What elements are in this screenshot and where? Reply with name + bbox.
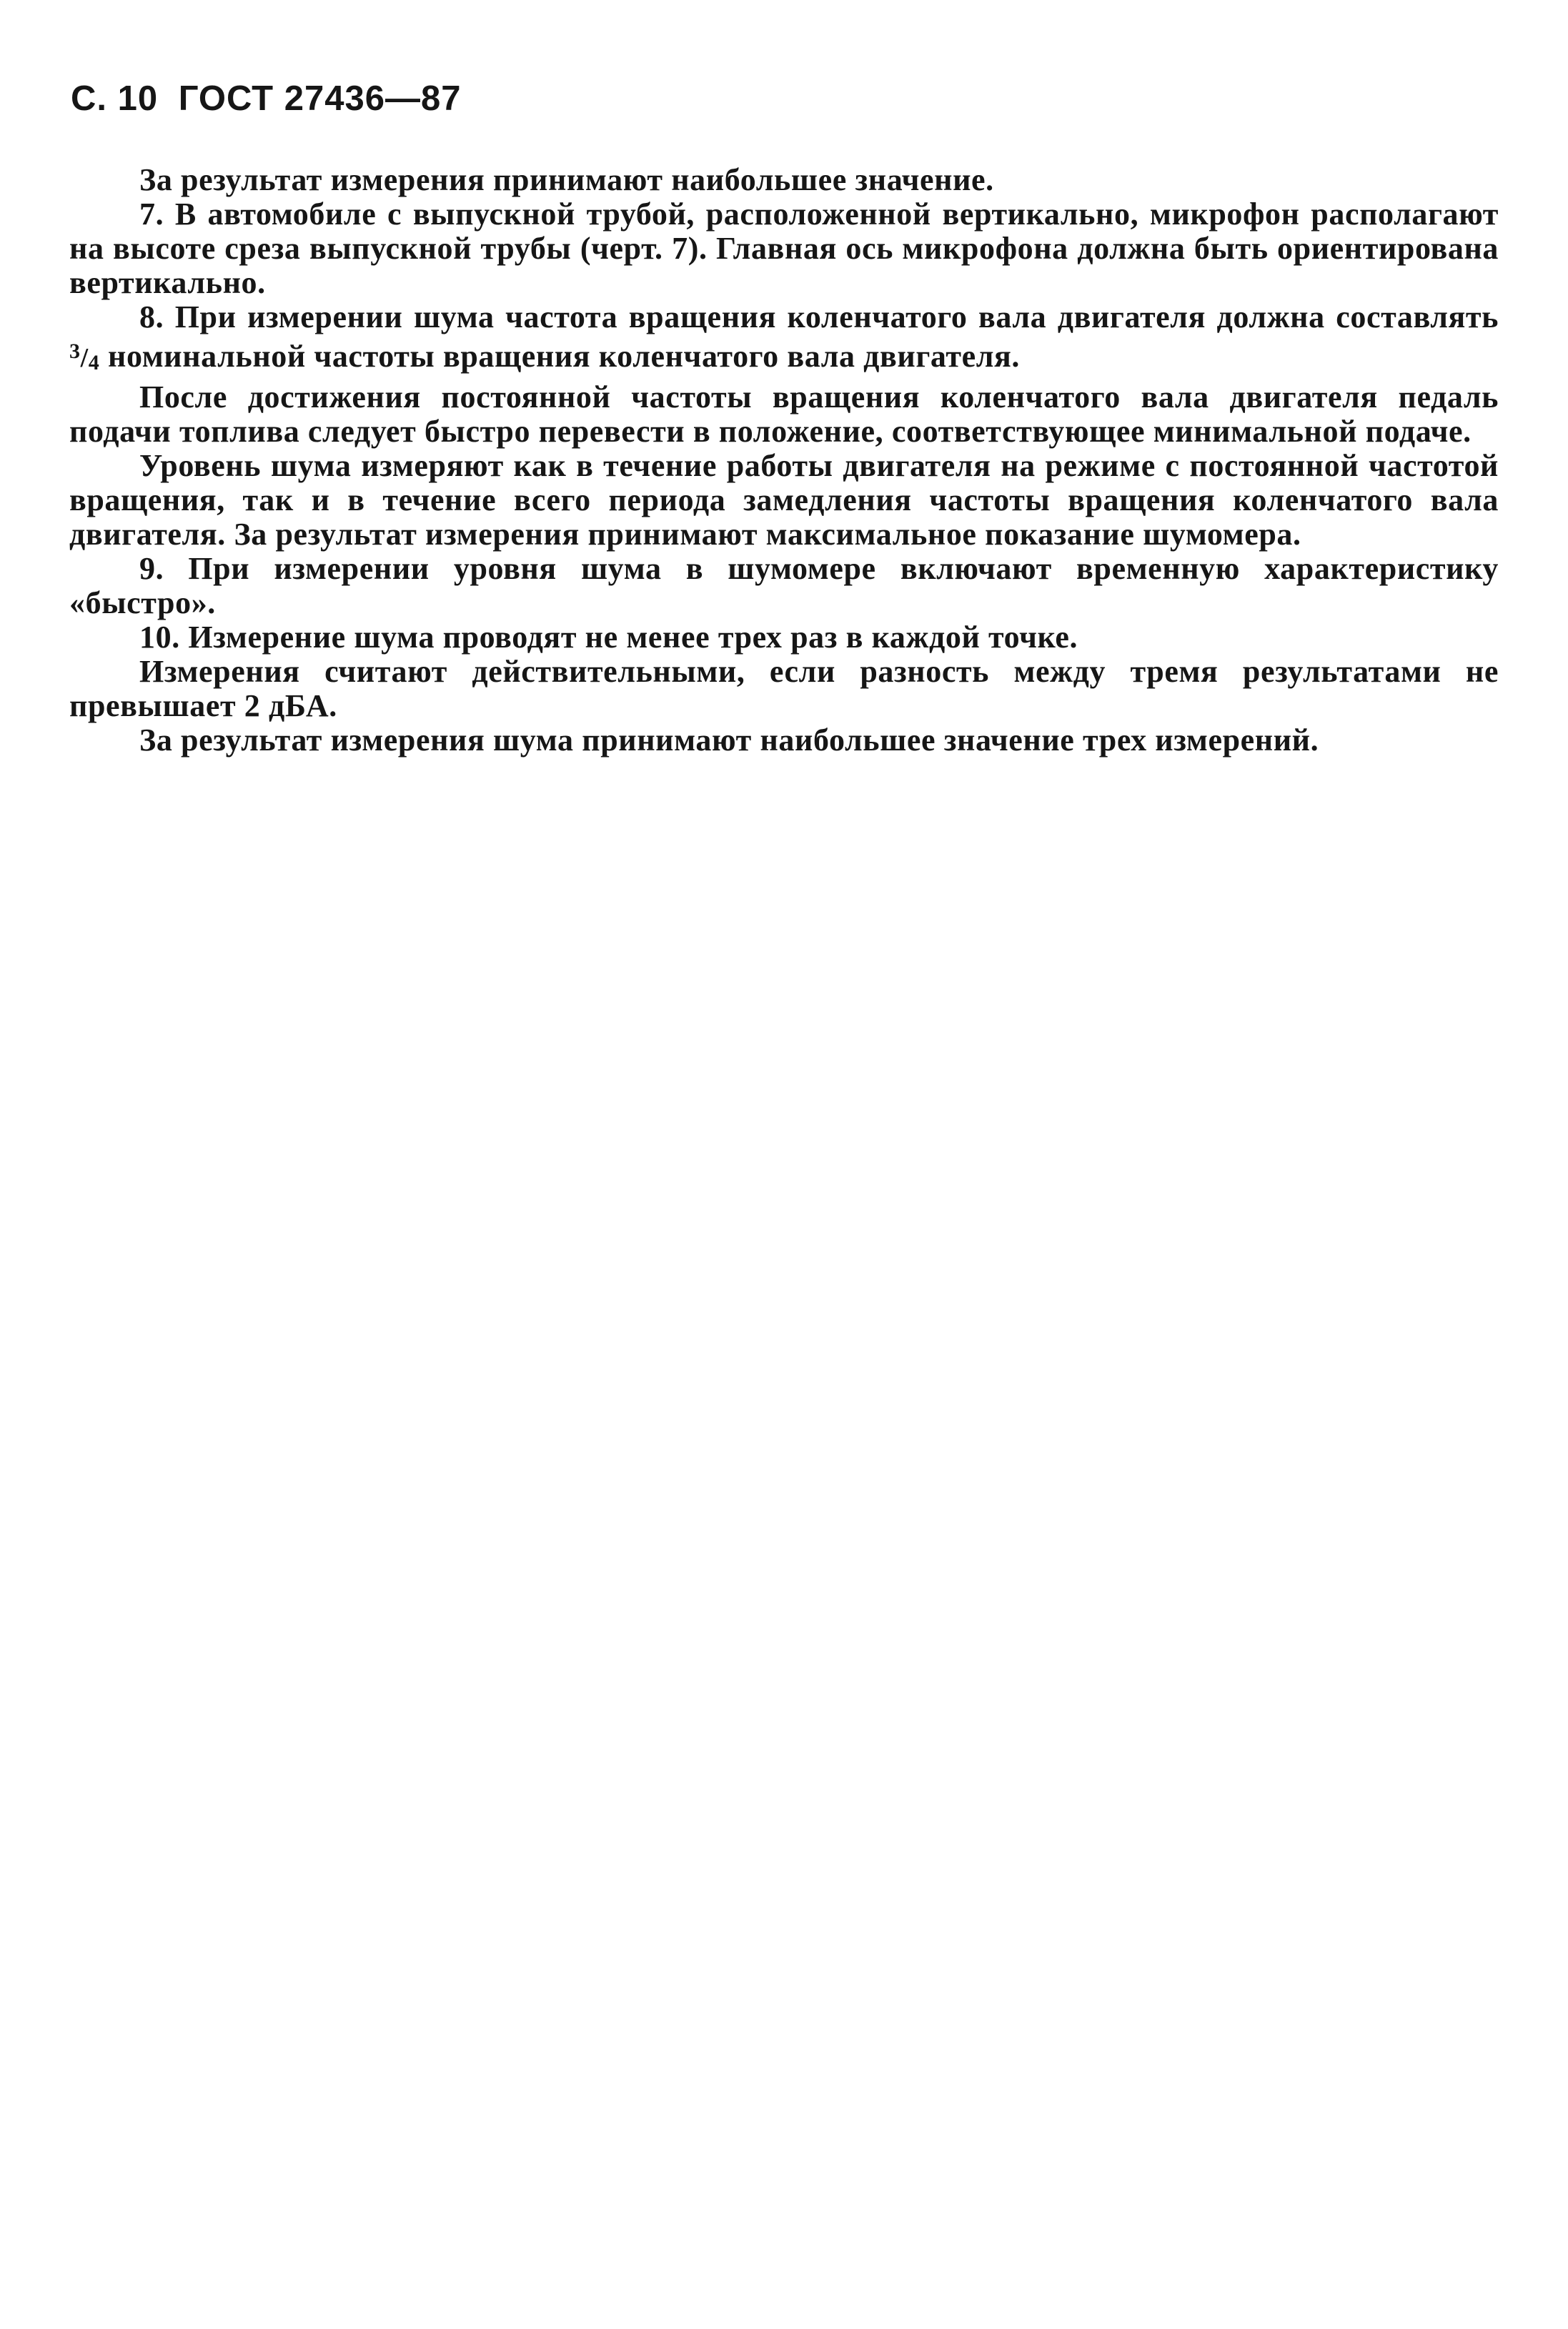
document-page: [69, 79, 1499, 758]
paragraph-item-7: 7. В автомобиле с выпускной трубой, расположенной вертикально, микрофон располагают на высоте среза выпускной трубы (черт. 7). Главная ось микрофона должна быть ориентирована вертикально.: [69, 197, 1499, 300]
paragraph-after-steady-speed: После достижения постоянной частоты вращения коленчатого вала двигателя педаль подачи топлива следует быстро перевести в положение, соответствующее минимальной подаче.: [69, 379, 1499, 449]
document-body: [69, 163, 1499, 758]
page-header: [71, 79, 1499, 119]
fraction-numerator: 3: [69, 339, 81, 363]
page-number: С. 10: [71, 79, 159, 118]
paragraph-item-8-text-start: 8. При измерении шума частота вращения коленчатого вала двигателя должна составлять: [139, 299, 1499, 334]
paragraph-final-result: За результат измерения шума принимают наибольшее значение трех измерений.: [139, 722, 1319, 758]
paragraph-item-8-text-end: номинальной частоты вращения коленчатого вала двигателя.: [99, 339, 1021, 374]
standard-designation: ГОСТ 27436—87: [178, 79, 462, 118]
paragraph-item-9: 9. При измерении уровня шума в шумомере включают временную характеристику «быстро».: [69, 551, 1499, 620]
paragraph-noise-level: Уровень шума измеряют как в течение работы двигателя на режиме с постоянной частотой вращения, так и в течение всего периода замедления частоты вращения коленчатого вала двигателя. За результат измерения принимают максимальное показание шумомера.: [69, 448, 1499, 552]
paragraph-item-10: 10. Измерение шума проводят не менее трех раз в каждой точке.: [139, 620, 1078, 655]
paragraph-item-8: [69, 300, 1499, 380]
paragraph-result: За результат измерения принимают наибольшее значение.: [139, 162, 994, 197]
fraction-denominator: 4: [88, 351, 100, 374]
fraction-slash: /: [80, 343, 89, 373]
paragraph-validity: Измерения считают действительными, если разность между тремя результатами не превышает 2 дБА.: [69, 654, 1499, 723]
